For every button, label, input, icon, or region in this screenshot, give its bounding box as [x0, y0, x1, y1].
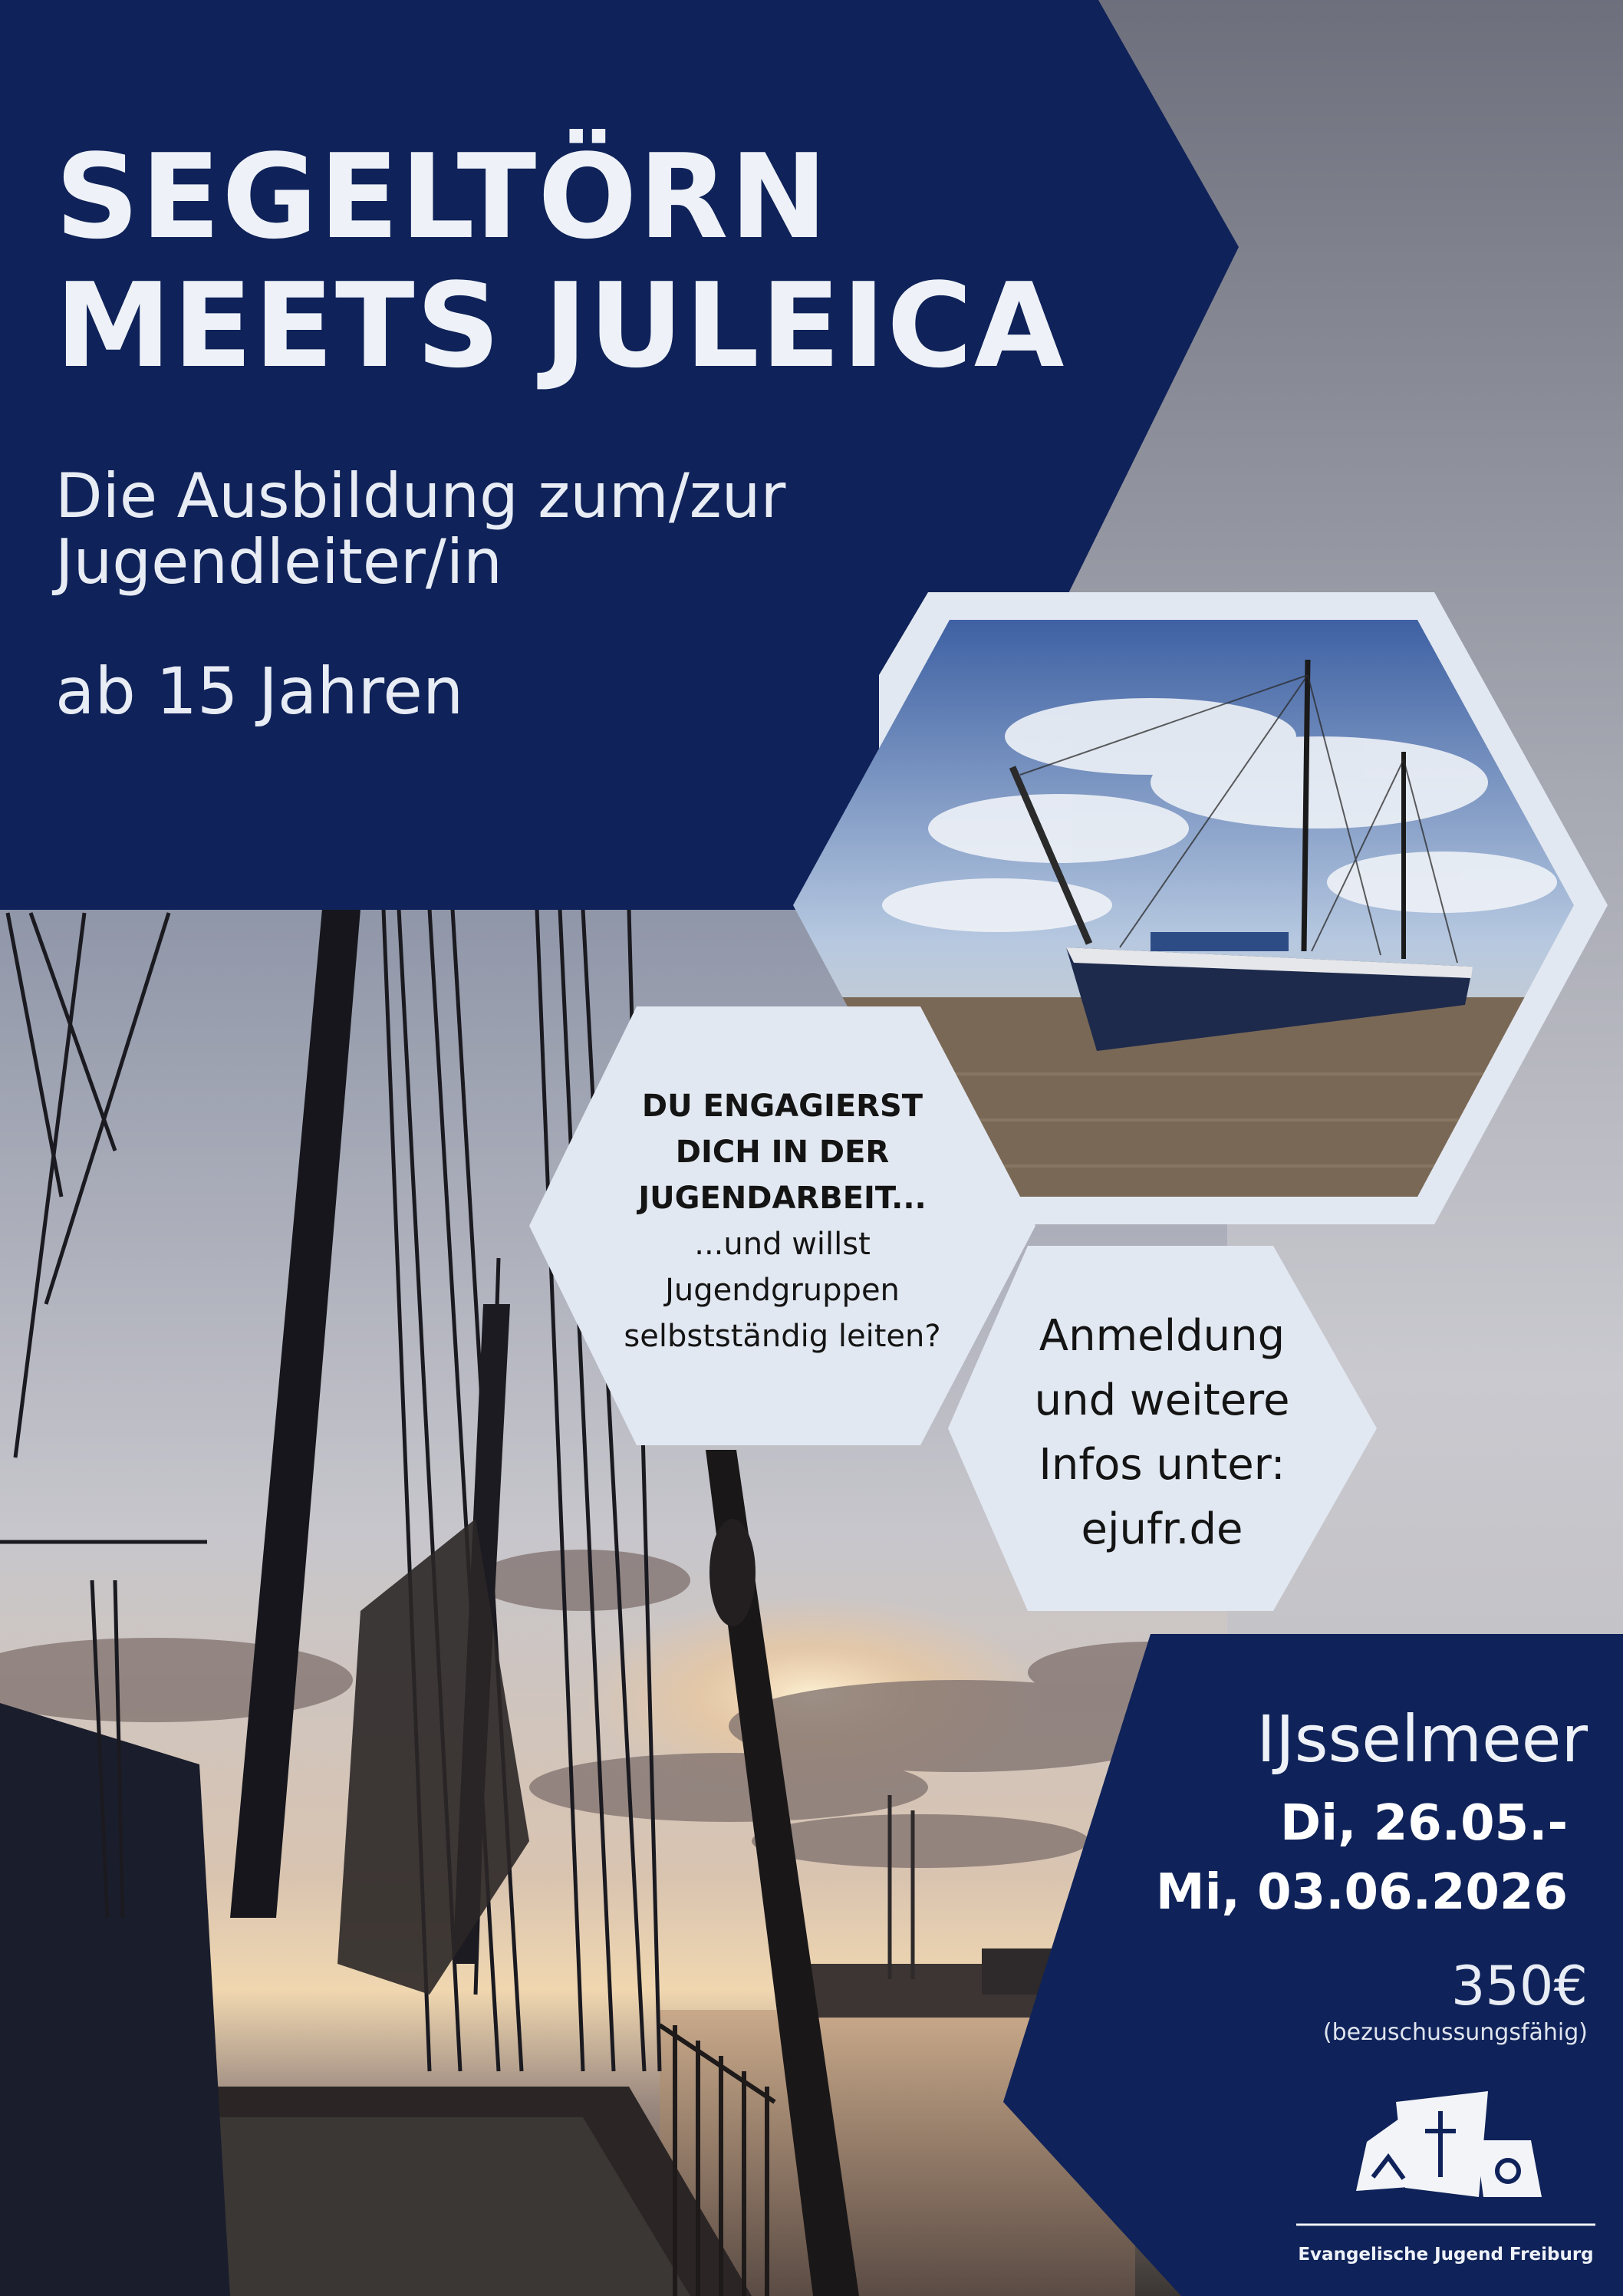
event-price: 350€: [1450, 1955, 1588, 2018]
organization-name: Evangelische Jugend Freiburg: [1298, 2245, 1594, 2265]
price-note: (bezuschussungsfähig): [1322, 2019, 1588, 2046]
engage-bold-line-2: DICH IN DER: [675, 1135, 890, 1170]
engage-bold-line-3: JUGENDARBEIT...: [638, 1181, 927, 1216]
event-date-start: Di, 26.05.-: [1280, 1795, 1568, 1852]
info-line-1: Anmeldung: [1039, 1311, 1286, 1361]
info-website-link[interactable]: ejufr.de: [1081, 1504, 1243, 1554]
engage-line-3: selbstständig leiten?: [624, 1319, 941, 1354]
engage-line-1: ...und willst: [694, 1227, 871, 1262]
engage-bold-line-1: DU ENGAGIERST: [641, 1089, 923, 1124]
info-line-3: Infos unter:: [1039, 1440, 1286, 1490]
info-line-2: und weitere: [1034, 1375, 1290, 1425]
age-requirement: ab 15 Jahren: [55, 654, 464, 729]
engage-line-2: Jugendgruppen: [665, 1273, 900, 1308]
subtitle-line-2: Jugendleiter/in: [55, 526, 502, 598]
event-date-end: Mi, 03.06.2026: [1155, 1864, 1568, 1921]
event-location: IJsselmeer: [1256, 1701, 1588, 1777]
title-line-1: SEGELTÖRN: [55, 129, 829, 265]
subtitle-line-1: Die Ausbildung zum/zur: [55, 460, 786, 532]
title-line-2: MEETS JULEICA: [55, 258, 1066, 394]
